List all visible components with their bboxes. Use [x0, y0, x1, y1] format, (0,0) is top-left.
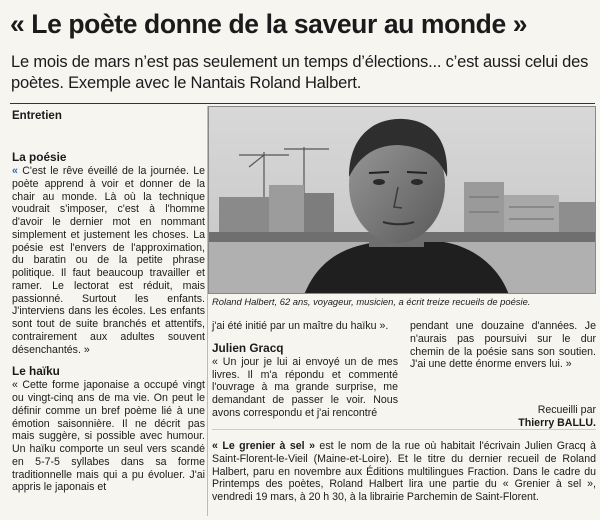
poesie-paragraph	[12, 165, 205, 356]
open-quote-mark: «	[12, 165, 18, 177]
photo-caption: Roland Halbert, 62 ans, voyageur, musicien, a écrit treize recueils de poésie.	[212, 296, 531, 307]
byline	[410, 404, 596, 430]
grenier-title: « Le grenier à sel »	[212, 440, 315, 452]
top-rule	[10, 103, 595, 104]
section-title-haiku: Le haïku	[12, 364, 60, 379]
col2-continuation: j'ai été initié par un maître du haïku ».	[212, 320, 389, 332]
poesie-text: C'est le rêve éveillé de la journée. Le poète apprend à voir et donner de la chair au monde. Là où la technique voudrait s'imposer, c'est à l'homme d'avoir le dernier mot en nommant simplement et justement les choses. La poésie est l'envers de l'approximation, du baratin ou de la petite phrase politique. Il faut beaucoup travailler et ramer. Le lectorat est réduit, mais passionné. Surtout les enfants. J'interviens dans les écoles. Les enfants sont tout de suite branchés et attentifs, contrairement aux adultes souvent désenchantés. »	[12, 165, 205, 356]
headline: « Le poète donne de la saveur au monde »	[10, 9, 528, 39]
grenier-text: est le nom de la rue où habitait l'écrivain Julien Gracq à Saint-Florent-le-Vieil (Maine-et-Loire). Et le titre du dernier recueil de Roland Halbert, paru en novembre aux Éditions multilingues Fraction. Dans le cadre du Printemps des poètes, Roland Halbert lira une partie du « Grenier à sel », vendredi 19 mars, à 20 h 30, à la librairie Parchemin de Saint-Florent.	[212, 440, 597, 503]
column-1	[12, 150, 205, 494]
subheadline: Le mois de mars n’est pas seulement un temps d’élections... c’est aussi celui des poètes. Exemple avec le Nantais Roland Halbert.	[11, 53, 589, 92]
section-title-gracq: Julien Gracq	[212, 340, 284, 355]
col3-text: pendant une douzaine d'années. Je n'aurais pas poursuivi sur le dur chemin de la poésie sans son soutien. J'ai une dette énorme envers lui. »	[410, 320, 596, 371]
box-grenier	[212, 440, 596, 504]
byline-label: Recueilli par	[537, 404, 596, 416]
column-2	[212, 320, 398, 420]
section-title-poesie: La poésie	[12, 150, 67, 164]
haiku-text: « Cette forme japonaise a occupé vingt ou vingt-cinq ans de ma vie. On peut le définir comme un bref poème lié à une émotion saisonnière. Il ne décrit pas mais suggère, si possible avec humour. Un haïku comporte un seul vers scandé en 5-7-5 syllabes dans sa forme traditionnelle mais qui a pu évoluer. J'ai appris le japonais et	[12, 379, 205, 494]
column-3	[410, 320, 596, 371]
bottom-divider	[212, 429, 596, 430]
section-kicker: Entretien	[12, 110, 62, 122]
byline-name: Thierry BALLU.	[518, 417, 596, 429]
portrait-photo	[208, 106, 596, 294]
column-divider	[207, 106, 208, 516]
gracq-text: « Un jour je lui ai envoyé un de mes livres. Il m'a répondu et commenté l'ouvrage à ma grande surprise, me demandant de passer le voir. Nous avons correspondu et j'ai rencontré	[212, 355, 398, 419]
